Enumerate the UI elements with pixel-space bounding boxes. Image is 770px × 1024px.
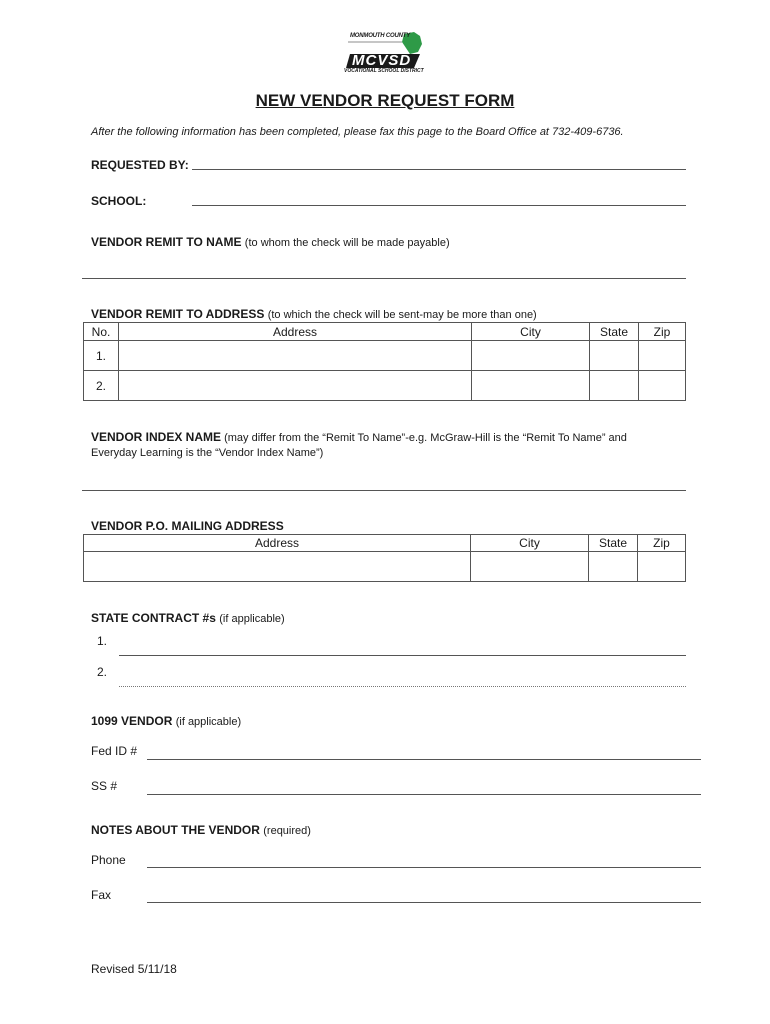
state-contract-field-2[interactable] xyxy=(119,686,686,687)
address-cell[interactable] xyxy=(119,341,472,371)
city-cell[interactable] xyxy=(472,341,590,371)
remit-address-table xyxy=(83,322,686,401)
index-name-note-1: (may differ from the “Remit To Name”-e.g. McGraw-Hill is the “Remit To Name” and xyxy=(224,432,627,444)
col-zip: Zip xyxy=(638,535,686,552)
phone-label: Phone xyxy=(91,853,126,867)
notes-note: (required) xyxy=(263,825,311,837)
notes-heading xyxy=(91,823,311,837)
state-cell[interactable] xyxy=(590,371,639,401)
index-name-note-2: Everyday Learning is the “Vendor Index Name”) xyxy=(91,447,324,459)
remit-name-heading xyxy=(91,235,450,249)
col-city: City xyxy=(471,535,589,552)
logo-bottom-text: VOCATIONAL SCHOOL DISTRICT xyxy=(344,68,424,74)
address-cell[interactable] xyxy=(119,371,472,401)
col-city: City xyxy=(472,323,590,341)
state-contract-item-1: 1. xyxy=(97,634,108,648)
logo-top-text: MONMOUTH COUNTY xyxy=(350,33,410,39)
revised-date: Revised 5/11/18 xyxy=(91,962,177,976)
zip-cell[interactable] xyxy=(639,371,686,401)
state-contract-label: STATE CONTRACT #s xyxy=(91,611,216,625)
table-header-row xyxy=(84,535,686,552)
col-zip: Zip xyxy=(639,323,686,341)
state-cell[interactable] xyxy=(590,341,639,371)
address-cell[interactable] xyxy=(84,552,471,582)
page-title: NEW VENDOR REQUEST FORM xyxy=(255,91,515,110)
remit-address-heading xyxy=(91,307,537,321)
phone-field[interactable] xyxy=(147,867,701,868)
fed-id-label: Fed ID # xyxy=(91,744,138,758)
state-cell[interactable] xyxy=(589,552,638,582)
po-address-table xyxy=(83,534,686,582)
requested-by-label: REQUESTED BY: xyxy=(91,158,189,172)
index-name-field[interactable] xyxy=(82,490,686,491)
requested-by-field[interactable] xyxy=(192,169,686,170)
school-field[interactable] xyxy=(192,205,686,206)
city-cell[interactable] xyxy=(471,552,589,582)
state-contract-note: (if applicable) xyxy=(219,613,285,625)
index-name-heading xyxy=(91,430,627,444)
remit-name-field[interactable] xyxy=(82,278,686,279)
fax-label: Fax xyxy=(91,888,112,902)
index-name-label: VENDOR INDEX NAME xyxy=(91,430,222,444)
fed-id-field[interactable] xyxy=(147,759,701,760)
remit-name-label: VENDOR REMIT TO NAME xyxy=(91,235,242,249)
state-contract-heading xyxy=(91,611,285,625)
logo-main-text: MCVSD xyxy=(352,52,412,69)
po-address-label: VENDOR P.O. MAILING ADDRESS xyxy=(91,519,284,533)
ss-label: SS # xyxy=(91,779,118,793)
remit-name-note: (to whom the check will be made payable) xyxy=(244,237,450,249)
city-cell[interactable] xyxy=(472,371,590,401)
table-header-row xyxy=(84,323,686,341)
vendor-1099-label: 1099 VENDOR xyxy=(91,714,173,728)
vendor-1099-note: (if applicable) xyxy=(175,716,242,728)
col-state: State xyxy=(589,535,638,552)
remit-address-note: (to which the check will be sent-may be more than one) xyxy=(267,309,537,321)
vendor-1099-heading xyxy=(91,714,241,728)
table-row xyxy=(84,371,686,401)
zip-cell[interactable] xyxy=(639,341,686,371)
row-number: 2. xyxy=(84,371,119,401)
col-address: Address xyxy=(84,535,471,552)
col-no: No. xyxy=(84,323,119,341)
row-number: 1. xyxy=(84,341,119,371)
col-address: Address xyxy=(119,323,472,341)
state-contract-field-1[interactable] xyxy=(119,655,686,656)
notes-label: NOTES ABOUT THE VENDOR xyxy=(91,823,260,837)
intro-text: After the following information has been completed, please fax this page to the Board Office at 732-409-6736. xyxy=(91,126,624,138)
zip-cell[interactable] xyxy=(638,552,686,582)
state-contract-item-2: 2. xyxy=(97,665,108,679)
school-label: SCHOOL: xyxy=(91,194,147,208)
fax-field[interactable] xyxy=(147,902,701,903)
remit-address-label: VENDOR REMIT TO ADDRESS xyxy=(91,307,265,321)
ss-field[interactable] xyxy=(147,794,701,795)
table-row xyxy=(84,552,686,582)
table-row xyxy=(84,341,686,371)
col-state: State xyxy=(590,323,639,341)
